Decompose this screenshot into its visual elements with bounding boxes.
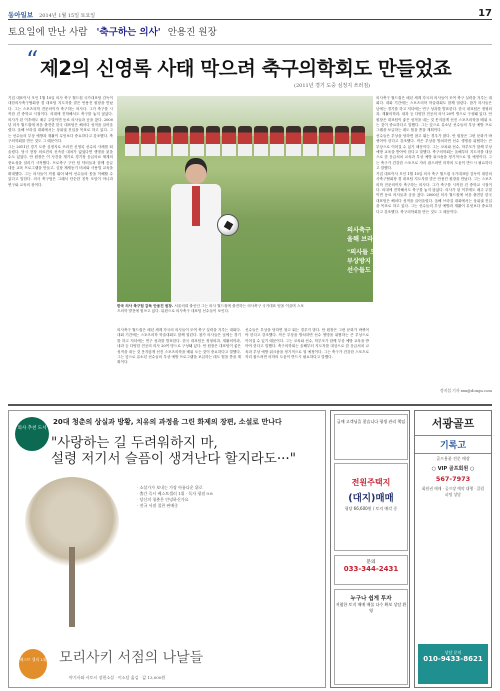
ad-feature-list [137, 485, 317, 509]
golf-subbrand: 기록고 [415, 435, 491, 454]
ad-contact-label: 문의 [366, 560, 376, 565]
ad-contact-phone: 033-344-2431 [343, 565, 399, 573]
list-item: · 당신의 청춘은 안녕하신가요 [137, 497, 189, 502]
doctor-figure [165, 158, 225, 302]
ad-tagline: 20대 청춘의 상실과 방황, 치유의 과정을 그린 화제의 장편, 소설로 만나다 [53, 418, 282, 426]
list-item: · 출간 즉시 베스트셀러 1위 · 독자 평점 9.8 [137, 491, 213, 496]
ad-invest-text: 저렴한 토지 매매 매물 다수 확보 상담 환영 [335, 602, 407, 613]
golf-brand: 서광골프 [431, 417, 475, 430]
pull-quote-line: 의사축구 월드컵 2000년 첫 출전 [347, 227, 439, 234]
recommend-badge: 의사 추천 도서 [15, 417, 49, 451]
golf-vip: ○ VIP 골프회원 ○ [431, 466, 475, 472]
article-paragraph: 의사축구 월드컵은 매년 세계 각국의 의사들이 모여 축구 실력을 겨루는 대회다. 대회 기간에는 스포츠의학 학술대회도 함께 열린다. 참가 의사들은 낮에는 경기를 하고 저녁에는 연구 성과를 발표한다. 한국 대표팀은 정형외과, 재활의학과, 내과 등 다양한 전공의 의사 20여 명으로 구성돼 있다. 안 원장은 대표팀이 좋은 성적을 내는 것 못지않게 선진 스포츠의학을 배워 오는 것이 중요하다고 말했다. 그는 앞으로 유소년 선수들의 부상 예방 프로그램을 보급하는 데도 힘을 쏟을 계획이다. [117, 328, 241, 365]
ad-land-subtitle: (대지)매매 [348, 493, 394, 504]
article-column-4 [376, 96, 492, 384]
article-paragraph: 선수들은 부상을 당하면 참고 뛰는 경우가 많다. 안 원장은 그런 문화가 바뀌어야 한다고 강조했다. 작은 부상을 방치하면 선수 생명을 위협하는 큰 부상으로 이어질 수 있기 때문이다. 그는 코치와 선수, 학부모가 함께 부상 예방 교육을 받아야 한다고 말했다. 축구의학회는 올해부터 지도자를 대상으로 한 응급처치 교육과 부상 예방 워크숍을 정기적으로 열 예정이다. 그는 축구가 건강한 스포츠로 자리 잡으려면 의학의 도움이 반드시 필요하다고 말했다. [245, 328, 369, 360]
pull-quote-line: 부상방지 · 재활 등 선진 축구 중요 [347, 258, 440, 265]
golf-tagline: 골프용품 전문 매장 [436, 456, 470, 461]
newspaper-logo: 동아일보 [8, 11, 34, 19]
land-advertisement [330, 410, 410, 688]
ad-hook-line: 설령 저기서 슬픔이 생겨난다 할지라도···" [51, 451, 296, 467]
reporter-contact: 정지섭 기자 xxx@donga.com [439, 388, 492, 393]
ad-divider [8, 404, 492, 406]
section-topic: '축구하는 의사' [96, 27, 161, 38]
article-paragraph: 의사축구 월드컵은 매년 세계 각국의 의사들이 모여 축구 실력을 겨루는 대회다. 대회 기간에는 스포츠의학 학술대회도 함께 열린다. 참가 의사들은 낮에는 경기를 하고 저녁에는 연구 성과를 발표한다. 한국 대표팀은 정형외과, 재활의학과, 내과 등 다양한 전공의 의사 20여 명으로 구성돼 있다. 안 원장은 대표팀이 좋은 성적을 내는 것 못지않게 선진 스포츠의학을 배워 오는 것이 중요하다고 말했다. 그는 앞으로 유소년 선수들의 부상 예방 프로그램을 보급하는 데도 힘을 쏟을 계획이다. [376, 96, 492, 133]
ad-hook [51, 435, 325, 467]
photo-caption [117, 304, 307, 315]
book-subtitle: 야기사와 사토시 장편소설 · 이소담 옮김 · 값 13,000원 [69, 675, 166, 680]
article-paragraph: 기업 대표이사 모인 1월 10일 의사 축구 월드컵 국가대표팀 감독이 대한의사축구협회장 겸 대표팀 지도자를 맡은 안용진 원장을 만났다. 그는 스포츠의학 전문의이자 축구하는 의사다. 그가 축구를 시작한 건 중학교 시절이다. 의대에 진학해서도 축구를 놓지 않았다. 의사가 된 이후에도 매주 주말이면 동료 의사들과 공을 찼다. 2000년 의사 월드컵에 처음 출전한 한국 대표팀은 해마다 성적을 끌어올렸다. 올해 브라질 대회에서는 상위권 진입을 목표로 하고 있다. 그는 선수들의 부상 예방과 재활이 무엇보다 중요하다고 강조했다. 축구의학회를 만든 것도 그 때문이다. [8, 96, 113, 144]
headline: 제2의 신영록 사태 막으려 축구의학회도 만들었죠 [40, 57, 452, 80]
ad-invest-box [334, 589, 408, 685]
golf-phone: 567-7973 [435, 475, 471, 483]
quote-mark-icon: “ [26, 46, 39, 74]
pull-quote-line: 선수들도 치료와 예방 배워야" [347, 267, 429, 274]
ad-notice: 급매 고객님을 찾습니다 평생 관리 책임 [334, 414, 408, 460]
tree-illustration [25, 477, 119, 627]
interviewee-name: 안용진 원장 [167, 27, 217, 38]
article-paragraph: 선수들은 부상을 당하면 참고 뛰는 경우가 많다. 안 원장은 그런 문화가 바뀌어야 한다고 강조했다. 작은 부상을 방치하면 선수 생명을 위협하는 큰 부상으로 이어질 수 있기 때문이다. 그는 코치와 선수, 학부모가 함께 부상 예방 교육을 받아야 한다고 말했다. 축구의학회는 올해부터 지도자를 대상으로 한 응급처치 교육과 부상 예방 워크숍을 정기적으로 열 예정이다. 그는 축구가 건강한 스포츠로 자리 잡으려면 의학의 도움이 반드시 필요하다고 말했다. [376, 133, 492, 171]
golf-contact-box [418, 644, 488, 684]
bestseller-badge: 베스트 셀러 1위 [19, 649, 47, 679]
article-column-1 [8, 96, 113, 400]
ad-land-title: 전원주택지 [351, 478, 391, 487]
masthead [8, 6, 492, 20]
book-advertisement [8, 410, 326, 688]
article-column-3 [245, 328, 369, 400]
ad-land-box [334, 463, 408, 551]
ad-contact-box [334, 555, 408, 585]
caption-text: 서울의대 출신인 그는 의사 월드컵에 출전하는 의사축구 국가대표 팀을 이끌며 스포츠의학 발전에 힘쓰고 있다. 뒤편으로 의사축구 대표팀 선수들이 보인다. [117, 304, 304, 314]
caption-lead: 한국 의사 축구팀 감독 안용진 원장. [117, 304, 174, 308]
section-prefix: 토요일에 만난 사람 [8, 27, 88, 38]
soccer-ball-icon [217, 214, 239, 236]
golf-note: 회원권 매매 · 골프장 예약 대행 · 클럽 피팅 상담 [421, 486, 485, 497]
article-column-2 [117, 328, 241, 400]
byline: (2011년 경기 도중 심정지 쓰러짐) [294, 83, 371, 89]
ad-invest-head: 누구나 쉽게 투자 [350, 596, 392, 602]
pull-quote-line: 올해 브라질에선 상위권 목표 [347, 236, 426, 243]
team-players [125, 126, 365, 156]
dateline: 2014년 1월 15일 토요일 [39, 13, 96, 19]
book-title: 모리사키 서점의 나날들 [59, 650, 204, 666]
list-item: · 소설가가 보내는 가장 아름다운 위로 [137, 485, 203, 490]
headline-divider [8, 44, 492, 45]
list-item: · 전국 서점 절찬 판매중 [137, 503, 179, 508]
golf-contact-label: 상담 문의 [444, 650, 462, 655]
page-number: 17 [478, 8, 492, 19]
golf-advertisement [414, 410, 492, 688]
ad-hook-line: "사랑하는 길 두려워하지 마, [51, 435, 218, 451]
pull-quote-line: "의사들 모여 선발 부는 계 아니라 [347, 249, 439, 256]
article-paragraph: 기업 대표이사 모인 1월 10일 의사 축구 월드컵 국가대표팀 감독이 대한의사축구협회장 겸 대표팀 지도자를 맡은 안용진 원장을 만났다. 그는 스포츠의학 전문의이자 축구하는 의사다. 그가 축구를 시작한 건 중학교 시절이다. 의대에 진학해서도 축구를 놓지 않았다. 의사가 된 이후에도 매주 주말이면 동료 의사들과 공을 찼다. 2000년 의사 월드컵에 처음 출전한 한국 대표팀은 해마다 성적을 끌어올렸다. 올해 브라질 대회에서는 상위권 진입을 목표로 하고 있다. 그는 선수들의 부상 예방과 재활이 무엇보다 중요하다고 강조했다. 축구의학회를 만든 것도 그 때문이다. [376, 171, 492, 214]
section-title [8, 24, 217, 38]
golf-contact-phone: 010-9433-8621 [423, 655, 483, 663]
article-paragraph: 그는 2011년 경기 도중 심정지로 쓰러진 신영록 선수의 사례를 떠올렸다. 당시 현장 의료진의 신속한 대처가 없었다면 생명을 잃을 수도 있었다. 안 원장은 이 사건을 계기로 경기장 응급의료 체계의 중요성을 알리기 시작했다. 프로축구 구단 팀 닥터들과 함께 응급 대응 교육 프로그램을 만들고, 심장 제세동기 비치와 사용법 교육을 확대했다. 그는 의사들이 직접 뛰어 봐야 선수들의 몸을 이해할 수 있다고 말한다. 의사 축구팀은 그래서 단순한 친목 모임이 아니라 연구와 교육의 장이다. [8, 144, 113, 187]
ad-land-price: 평당 66,600원 / 토지 매각 중 [344, 506, 398, 511]
